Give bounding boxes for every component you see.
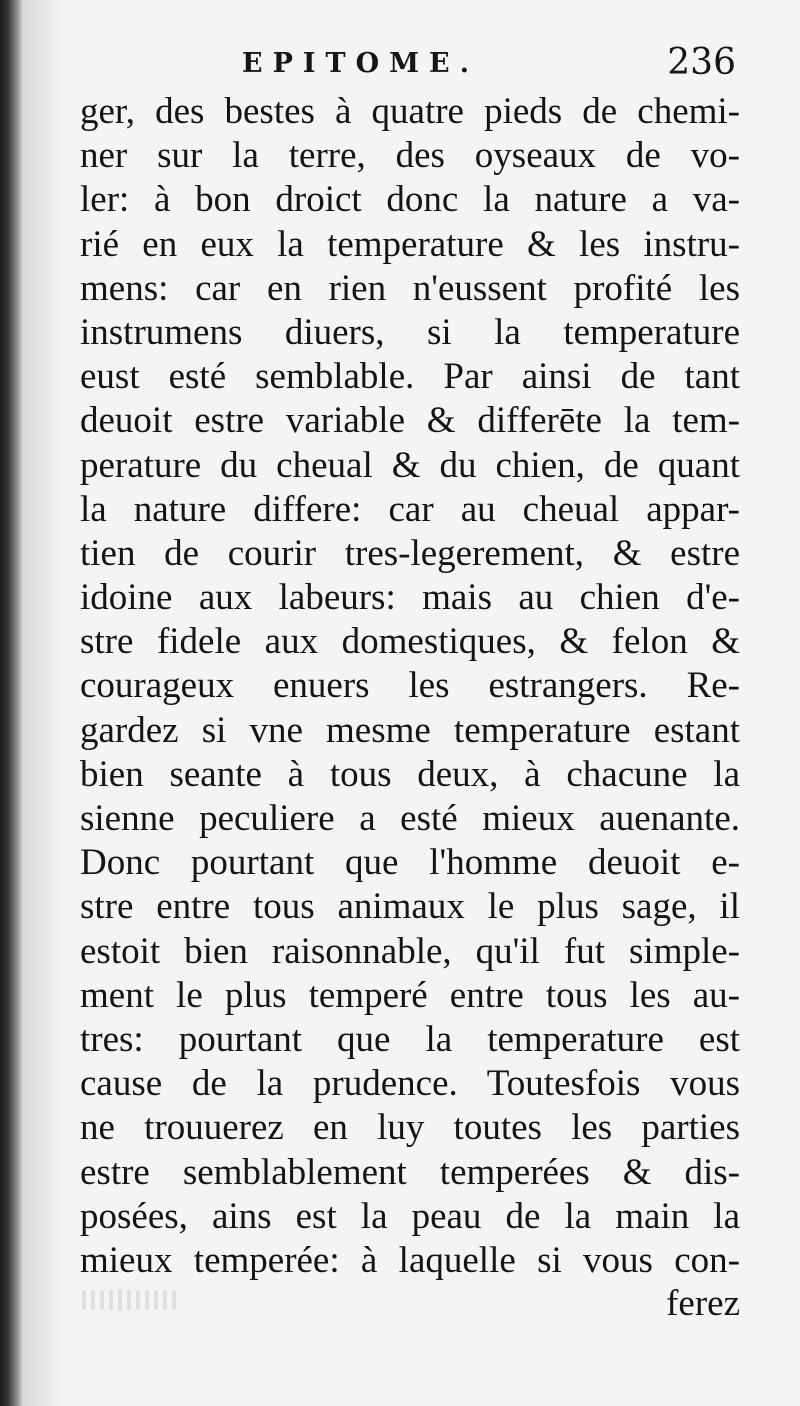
text-line: gardez si vne mesme temperature estant <box>80 709 740 751</box>
text-line: stre fidele aux domestiques, & felon & <box>80 621 740 663</box>
text-line: perature du cheual & du chien, de quant <box>80 444 740 486</box>
page-gutter-shadow <box>0 0 24 1406</box>
catchword: ferez <box>666 1283 740 1324</box>
text-line: mieux temperée: à laquelle si vous con- <box>80 1239 740 1281</box>
page-number: 236 <box>667 42 736 83</box>
text-line: ler: à bon droict donc la nature a va- <box>80 179 740 221</box>
text-line: instrumens diuers, si la temperature <box>80 311 740 353</box>
running-title: EPITOME. <box>242 48 479 79</box>
text-line: courageux enuers les estrangers. Re- <box>80 665 740 707</box>
text-line: la nature differe: car au cheual appar- <box>80 488 740 530</box>
running-head <box>78 42 742 86</box>
text-line: ment le plus temperé entre tous les au- <box>80 974 740 1016</box>
text-line: posées, ains est la peau de la main la <box>80 1195 740 1237</box>
text-line: ner sur la terre, des oyseaux de vo- <box>80 135 740 177</box>
text-line: estoit bien raisonnable, qu'il fut simple- <box>80 930 740 972</box>
text-line: ne trouuerez en luy toutes les parties <box>80 1107 740 1149</box>
text-line: bien seante à tous deux, à chacune la <box>80 753 740 795</box>
text-line: ger, des bestes à quatre pieds de chemi- <box>80 91 740 132</box>
text-line: Donc pourtant que l'homme deuoit e- <box>80 842 740 884</box>
catchword-row <box>80 1282 740 1332</box>
text-line: stre entre tous animaux le plus sage, il <box>80 886 740 928</box>
body-text <box>80 90 740 1283</box>
text-line: tien de courir tres-legerement, & estre <box>80 532 740 574</box>
text-line: tres: pourtant que la temperature est <box>80 1018 740 1060</box>
text-line: mens: car en rien n'eussent profité les <box>80 267 740 309</box>
text-line: idoine aux labeurs: mais au chien d'e- <box>80 577 740 619</box>
text-line: estre semblablement temperées & dis- <box>80 1151 740 1193</box>
text-line: cause de la prudence. Toutesfois vous <box>80 1063 740 1105</box>
text-line: eust esté semblable. Par ainsi de tant <box>80 356 740 398</box>
bleed-through-mark <box>82 1290 178 1310</box>
text-line: rié en eux la temperature & les instru- <box>80 223 740 265</box>
text-line: deuoit estre variable & differēte la tem- <box>80 400 740 442</box>
gutter-fade <box>24 0 64 1406</box>
text-line: sienne peculiere a esté mieux auenante. <box>80 798 740 839</box>
